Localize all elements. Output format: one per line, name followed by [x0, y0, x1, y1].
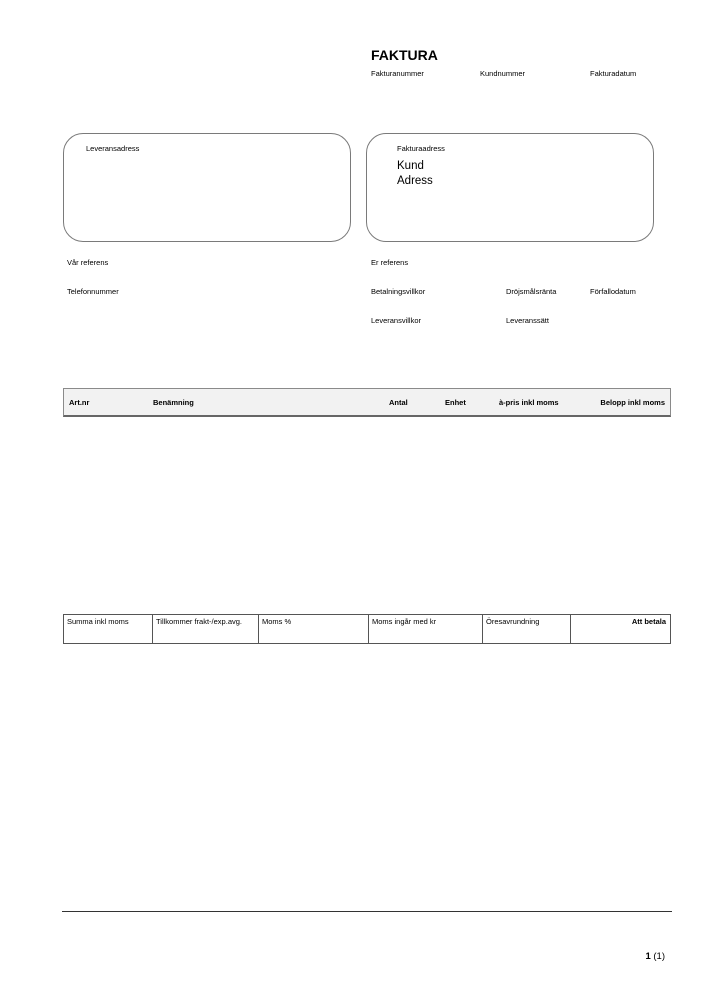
delivery-address-box [63, 133, 351, 242]
invoice-customer-name: Kund [397, 160, 424, 172]
invoice-customer-address: Adress [397, 175, 433, 187]
summary-table [63, 614, 671, 644]
summary-total-incl-vat: Summa inkl moms [64, 615, 153, 643]
column-unit-price: à-pris inkl moms [499, 398, 559, 407]
invoice-date-label: Fakturadatum [590, 69, 637, 78]
column-quantity: Antal [389, 398, 408, 407]
column-article-number: Art.nr [69, 398, 90, 407]
invoice-number-label: Fakturanummer [371, 69, 424, 78]
column-description: Benämning [153, 398, 194, 407]
column-amount: Belopp inkl moms [600, 398, 665, 407]
summary-amount-due: Att betala [631, 617, 666, 626]
late-interest-label: Dröjsmålsränta [506, 287, 557, 296]
payment-terms-label: Betalningsvillkor [371, 287, 426, 296]
column-unit: Enhet [445, 398, 466, 407]
our-reference-label: Vår referens [67, 258, 109, 267]
phone-label: Telefonnummer [67, 287, 119, 296]
delivery-method-label: Leveranssätt [506, 316, 549, 325]
summary-vat-amount: Moms ingår med kr [369, 615, 483, 643]
summary-vat-percent: Moms % [259, 615, 369, 643]
summary-rounding: Öresavrundning [483, 615, 571, 643]
items-table-header [63, 388, 671, 417]
page-total: (1) [653, 951, 665, 962]
footer-divider [62, 911, 672, 912]
page-number [645, 951, 665, 962]
page-current: 1 [645, 951, 651, 962]
document-title: FAKTURA [371, 47, 438, 63]
delivery-terms-label: Leveransvillkor [371, 316, 422, 325]
your-reference-label: Er referens [371, 258, 409, 267]
customer-number-label: Kundnummer [480, 69, 526, 78]
due-date-label: Förfallodatum [590, 287, 636, 296]
invoice-address-box [366, 133, 654, 242]
delivery-address-label: Leveransadress [86, 144, 140, 153]
invoice-address-label: Fakturaadress [397, 144, 445, 153]
summary-freight-fee: Tillkommer frakt-/exp.avg. [153, 615, 259, 643]
